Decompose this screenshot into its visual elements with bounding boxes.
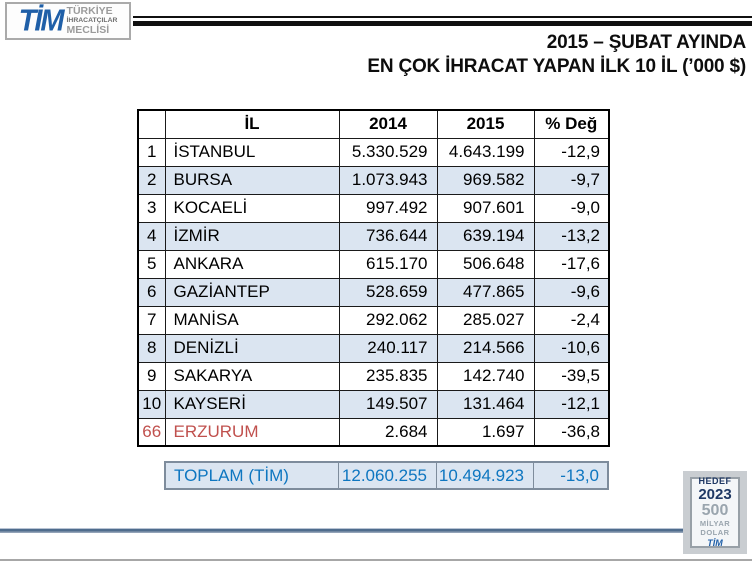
city-cell: GAZİANTEP bbox=[165, 278, 339, 306]
rank-cell: 5 bbox=[138, 250, 165, 278]
value-2015-cell: 1.697 bbox=[437, 418, 534, 446]
hedef-dolar: DOLAR bbox=[700, 527, 730, 537]
city-cell: İZMİR bbox=[165, 222, 339, 250]
hedef-year: 2023 bbox=[698, 486, 732, 503]
table-row bbox=[138, 166, 609, 194]
table-row bbox=[138, 362, 609, 390]
hedef-label: HEDEF bbox=[698, 476, 732, 486]
city-cell: KOCAELİ bbox=[165, 194, 339, 222]
value-2015-cell: 131.464 bbox=[437, 390, 534, 418]
table-row-erzurum bbox=[138, 418, 609, 446]
pct-change-cell: -17,6 bbox=[534, 250, 609, 278]
pct-change-cell: -2,4 bbox=[534, 306, 609, 334]
value-2014-cell: 528.659 bbox=[339, 278, 437, 306]
value-2014-cell: 2.684 bbox=[339, 418, 437, 446]
bottom-gray-rule bbox=[0, 559, 752, 561]
pct-change-cell: -9,6 bbox=[534, 278, 609, 306]
table-row bbox=[138, 222, 609, 250]
pct-change-cell: -12,1 bbox=[534, 390, 609, 418]
pct-change-cell: -10,6 bbox=[534, 334, 609, 362]
value-2015-cell: 969.582 bbox=[437, 166, 534, 194]
tim-logo-line-2: İHRACATÇILAR bbox=[66, 17, 118, 25]
value-2015-cell: 639.194 bbox=[437, 222, 534, 250]
city-cell: SAKARYA bbox=[165, 362, 339, 390]
header-2014: 2014 bbox=[339, 110, 437, 138]
total-label: TOPLAM (TİM) bbox=[174, 465, 289, 485]
bottom-navy-rule bbox=[0, 528, 696, 533]
hedef-2023-logo bbox=[683, 471, 747, 554]
pct-change-cell: -9,0 bbox=[534, 194, 609, 222]
header-2015: 2015 bbox=[437, 110, 534, 138]
value-2015-cell: 907.601 bbox=[437, 194, 534, 222]
total-value-2014: 12.060.255 bbox=[338, 463, 436, 488]
table-row bbox=[138, 278, 609, 306]
value-2014-cell: 240.117 bbox=[339, 334, 437, 362]
total-pct-change: -13,0 bbox=[533, 463, 607, 488]
table-row bbox=[138, 334, 609, 362]
rank-cell: 4 bbox=[138, 222, 165, 250]
value-2015-cell: 285.027 bbox=[437, 306, 534, 334]
rank-cell: 9 bbox=[138, 362, 165, 390]
pct-change-cell: -39,5 bbox=[534, 362, 609, 390]
city-cell: ERZURUM bbox=[165, 418, 339, 446]
tim-logo-abbreviation: TİM bbox=[18, 3, 63, 38]
rank-cell: 2 bbox=[138, 166, 165, 194]
rank-cell: 66 bbox=[138, 418, 165, 446]
hedef-500: 500 bbox=[701, 502, 729, 519]
tim-logo-line-3: MECLİSİ bbox=[66, 23, 110, 36]
rank-cell: 6 bbox=[138, 278, 165, 306]
top-rule-thick bbox=[133, 21, 752, 26]
city-cell: İSTANBUL bbox=[165, 138, 339, 166]
hedef-milyar: MİLYAR bbox=[699, 519, 731, 528]
value-2014-cell: 235.835 bbox=[339, 362, 437, 390]
table-row bbox=[138, 138, 609, 166]
pct-change-cell: -12,9 bbox=[534, 138, 609, 166]
tim-logo bbox=[5, 2, 131, 40]
tim-logo-wordmark bbox=[67, 6, 118, 35]
value-2015-cell: 477.865 bbox=[437, 278, 534, 306]
hedef-2023-logo-box bbox=[690, 477, 740, 548]
city-cell: BURSA bbox=[165, 166, 339, 194]
value-2015-cell: 4.643.199 bbox=[437, 138, 534, 166]
total-value-2015: 10.494.923 bbox=[436, 463, 533, 488]
value-2015-cell: 214.566 bbox=[437, 334, 534, 362]
rank-cell: 7 bbox=[138, 306, 165, 334]
city-cell: MANİSA bbox=[165, 306, 339, 334]
rank-cell: 3 bbox=[138, 194, 165, 222]
pct-change-cell: -13,2 bbox=[534, 222, 609, 250]
slide-title bbox=[367, 31, 746, 79]
value-2014-cell: 1.073.943 bbox=[339, 166, 437, 194]
value-2014-cell: 615.170 bbox=[339, 250, 437, 278]
city-cell: ANKARA bbox=[165, 250, 339, 278]
rank-cell: 1 bbox=[138, 138, 165, 166]
hedef-tim-mark: TİM bbox=[707, 538, 723, 548]
table-row bbox=[138, 250, 609, 278]
value-2014-cell: 5.330.529 bbox=[339, 138, 437, 166]
header-pct-change: % Değ bbox=[534, 110, 609, 138]
pct-change-cell: -36,8 bbox=[534, 418, 609, 446]
city-cell: KAYSERİ bbox=[165, 390, 339, 418]
total-row bbox=[164, 461, 609, 490]
slide-title-line-2: EN ÇOK İHRACAT YAPAN İLK 10 İL (’000 $) bbox=[367, 55, 746, 77]
value-2014-cell: 736.644 bbox=[339, 222, 437, 250]
city-cell: DENİZLİ bbox=[165, 334, 339, 362]
exports-table bbox=[137, 109, 610, 447]
rank-cell: 8 bbox=[138, 334, 165, 362]
table-row bbox=[138, 194, 609, 222]
header-city: İL bbox=[165, 110, 339, 138]
pct-change-cell: -9,7 bbox=[534, 166, 609, 194]
rank-cell: 10 bbox=[138, 390, 165, 418]
value-2014-cell: 149.507 bbox=[339, 390, 437, 418]
table-header-row bbox=[138, 110, 609, 138]
table-row bbox=[138, 306, 609, 334]
top-rule-thin bbox=[133, 16, 752, 18]
slide-title-line-1: 2015 – ŞUBAT AYINDA bbox=[546, 32, 746, 53]
tim-logo-line-1: TÜRKİYE bbox=[66, 5, 113, 18]
value-2014-cell: 292.062 bbox=[339, 306, 437, 334]
header-rank bbox=[138, 110, 165, 138]
value-2015-cell: 142.740 bbox=[437, 362, 534, 390]
value-2015-cell: 506.648 bbox=[437, 250, 534, 278]
value-2014-cell: 997.492 bbox=[339, 194, 437, 222]
table-row bbox=[138, 390, 609, 418]
